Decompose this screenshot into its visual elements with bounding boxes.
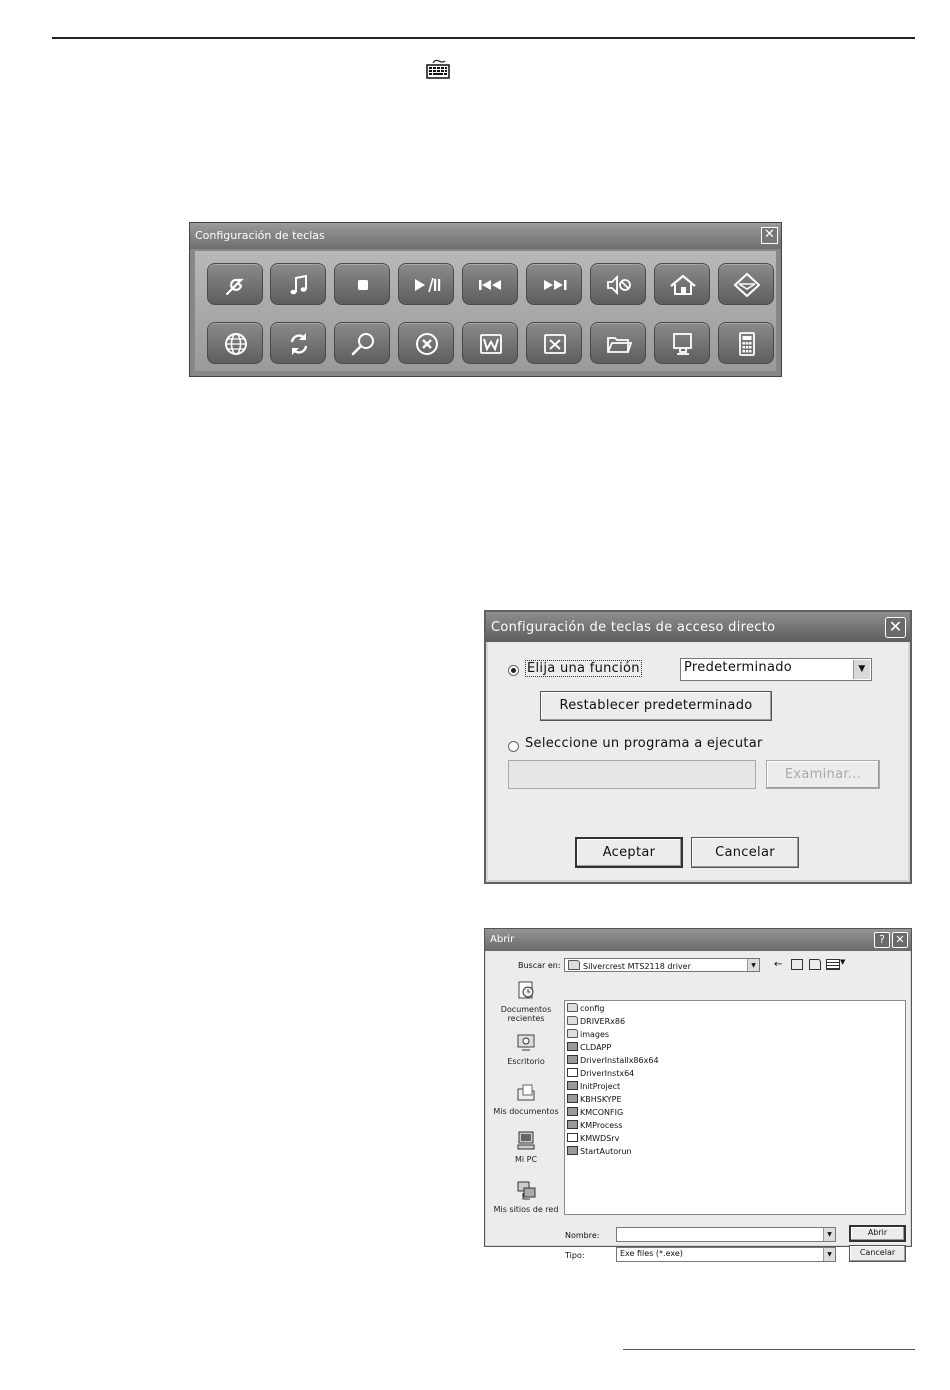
title-bar xyxy=(190,223,781,249)
folder-icon xyxy=(567,1003,578,1012)
look-in-select[interactable] xyxy=(564,958,760,972)
dialog-body xyxy=(486,951,910,1260)
folder-button[interactable] xyxy=(590,322,646,364)
place-my-documents[interactable] xyxy=(491,1081,561,1116)
place-label: Mi PC xyxy=(514,1155,538,1164)
top-rule xyxy=(52,37,915,39)
network-places-icon xyxy=(515,1179,537,1201)
wrench-icon xyxy=(221,270,251,300)
place-label: Mis documentos xyxy=(493,1107,559,1116)
file-list[interactable] xyxy=(564,1000,906,1215)
ok-button[interactable]: Aceptar xyxy=(575,837,683,868)
file-name: StartAutorun xyxy=(580,1147,632,1156)
previous-track-button[interactable] xyxy=(462,263,518,305)
chevron-down-icon[interactable]: ▼ xyxy=(747,959,759,971)
file-list-item[interactable] xyxy=(567,1081,620,1093)
internet-button[interactable] xyxy=(207,322,263,364)
recent-documents-icon xyxy=(515,979,537,1001)
type-label: Tipo: xyxy=(565,1251,585,1260)
globe-icon xyxy=(221,329,251,359)
key-button-panel xyxy=(194,250,777,372)
new-folder-icon[interactable] xyxy=(809,959,821,970)
file-type-value: Exe files (*.exe) xyxy=(620,1249,683,1258)
folder-icon xyxy=(568,960,580,970)
file-name: images xyxy=(580,1030,610,1039)
cancel-button[interactable]: Cancelar xyxy=(849,1245,906,1262)
places-bar xyxy=(491,979,561,1239)
window-icon xyxy=(567,1068,578,1077)
title-bar xyxy=(486,612,910,642)
word-button[interactable] xyxy=(462,322,518,364)
program-radio[interactable] xyxy=(508,741,519,752)
back-arrow-icon[interactable]: ← xyxy=(774,959,783,970)
open-button[interactable]: Abrir xyxy=(849,1225,906,1242)
home-icon xyxy=(668,270,698,300)
chevron-down-icon[interactable]: ▼ xyxy=(853,660,870,679)
file-name: KMWDSrv xyxy=(580,1134,620,1143)
hotkey-config-dialog xyxy=(484,610,912,884)
refresh-icon xyxy=(284,329,314,359)
file-name-input[interactable] xyxy=(616,1227,836,1242)
cancel-button[interactable]: Cancelar xyxy=(691,837,799,868)
my-computer-button[interactable] xyxy=(654,322,710,364)
calculator-icon xyxy=(732,329,762,359)
desktop-icon xyxy=(515,1031,537,1053)
close-button[interactable]: ✕ xyxy=(761,227,778,244)
folder-icon xyxy=(567,1029,578,1038)
music-note-icon xyxy=(284,270,314,300)
stop-icon xyxy=(348,270,378,300)
wrench-button[interactable] xyxy=(207,263,263,305)
close-button[interactable]: ✕ xyxy=(892,932,908,948)
place-network[interactable] xyxy=(491,1179,561,1214)
home-button[interactable] xyxy=(654,263,710,305)
file-list-item[interactable] xyxy=(567,1016,625,1028)
place-label: Mis sitios de red xyxy=(493,1205,559,1214)
stop-button[interactable] xyxy=(334,263,390,305)
music-button[interactable] xyxy=(270,263,326,305)
application-icon xyxy=(567,1107,578,1116)
function-option-label[interactable]: Elija una función xyxy=(527,661,640,676)
file-list-item[interactable] xyxy=(567,1133,619,1145)
chevron-down-icon[interactable]: ▼ xyxy=(823,1228,835,1241)
file-list-item[interactable] xyxy=(567,1094,622,1106)
reset-default-button[interactable]: Restablecer predeterminado xyxy=(540,691,772,721)
application-icon xyxy=(567,1081,578,1090)
help-button[interactable]: ? xyxy=(874,932,890,948)
close-button[interactable]: ✕ xyxy=(885,617,906,638)
file-type-select[interactable] xyxy=(616,1247,836,1262)
open-file-dialog xyxy=(484,928,912,1260)
file-list-item[interactable] xyxy=(567,1042,611,1054)
application-icon xyxy=(567,1120,578,1129)
look-in-value: Silvercrest MTS2118 driver xyxy=(583,962,691,971)
file-name: KMProcess xyxy=(580,1121,623,1130)
folder-icon xyxy=(567,1016,578,1025)
place-recent[interactable] xyxy=(491,979,561,1023)
mute-icon xyxy=(604,270,634,300)
up-folder-icon[interactable] xyxy=(791,959,803,970)
file-name: InitProject xyxy=(580,1082,621,1091)
title-bar xyxy=(485,929,911,951)
my-computer-icon xyxy=(515,1129,537,1151)
file-name: KMCONFIG xyxy=(580,1108,624,1117)
program-option-label[interactable]: Seleccione un programa a ejecutar xyxy=(525,736,763,751)
dialog-title: Configuración de teclas de acceso directo xyxy=(491,620,776,635)
my-documents-icon xyxy=(515,1081,537,1103)
application-icon xyxy=(567,1042,578,1051)
chevron-down-icon[interactable]: ▼ xyxy=(823,1248,835,1261)
refresh-button[interactable] xyxy=(270,322,326,364)
email-icon xyxy=(732,270,762,300)
next-track-button[interactable] xyxy=(526,263,582,305)
function-select[interactable] xyxy=(680,658,872,681)
dialog-title: Abrir xyxy=(490,934,515,945)
keyboard-icon xyxy=(425,58,451,80)
file-name: DriverInstx64 xyxy=(580,1069,635,1078)
place-label: Escritorio xyxy=(507,1057,545,1066)
application-icon xyxy=(567,1055,578,1064)
word-icon xyxy=(476,329,506,359)
key-config-window xyxy=(189,222,782,377)
view-menu-icon[interactable] xyxy=(826,959,840,970)
mute-button[interactable] xyxy=(590,263,646,305)
file-list-item[interactable] xyxy=(567,1120,623,1132)
application-icon xyxy=(567,1094,578,1103)
excel-button[interactable] xyxy=(526,322,582,364)
file-list-item[interactable] xyxy=(567,1055,659,1067)
window-title: Configuración de teclas xyxy=(195,229,325,242)
file-name: KBHSKYPE xyxy=(580,1095,622,1104)
window-icon xyxy=(567,1133,578,1142)
play-pause-button[interactable] xyxy=(398,263,454,305)
play-pause-icon xyxy=(412,270,442,300)
folder-icon xyxy=(604,329,634,359)
place-desktop[interactable] xyxy=(491,1031,561,1066)
view-dropdown-icon[interactable]: ▼ xyxy=(840,958,846,966)
name-label: Nombre: xyxy=(565,1231,600,1240)
file-name: DRIVERx86 xyxy=(580,1017,626,1026)
file-list-item[interactable] xyxy=(567,1003,604,1015)
previous-track-icon xyxy=(476,270,506,300)
file-list-item[interactable] xyxy=(567,1068,634,1080)
place-my-computer[interactable] xyxy=(491,1129,561,1164)
excel-icon xyxy=(540,329,570,359)
file-name: CLDAPP xyxy=(580,1043,612,1052)
my-computer-icon xyxy=(668,329,698,359)
dialog-body xyxy=(488,642,908,880)
file-list-item[interactable] xyxy=(567,1107,623,1119)
look-in-label: Buscar en: xyxy=(518,961,561,970)
search-button[interactable] xyxy=(334,322,390,364)
function-radio[interactable] xyxy=(508,665,519,676)
calculator-button[interactable] xyxy=(718,322,774,364)
stop-browser-button[interactable] xyxy=(398,322,454,364)
email-button[interactable] xyxy=(718,263,774,305)
program-path-field[interactable] xyxy=(508,760,756,789)
browse-button[interactable]: Examinar... xyxy=(766,760,880,789)
file-name: DriverInstallx86x64 xyxy=(580,1056,659,1065)
place-label: Documentos recientes xyxy=(500,1005,552,1023)
search-icon xyxy=(348,329,378,359)
next-track-icon xyxy=(540,270,570,300)
file-list-item[interactable] xyxy=(567,1029,609,1041)
file-name: config xyxy=(580,1004,605,1013)
stop-browser-icon xyxy=(412,329,442,359)
application-icon xyxy=(567,1146,578,1155)
file-list-item[interactable] xyxy=(567,1146,632,1158)
function-select-value: Predeterminado xyxy=(684,660,793,675)
bottom-rule xyxy=(623,1349,915,1350)
